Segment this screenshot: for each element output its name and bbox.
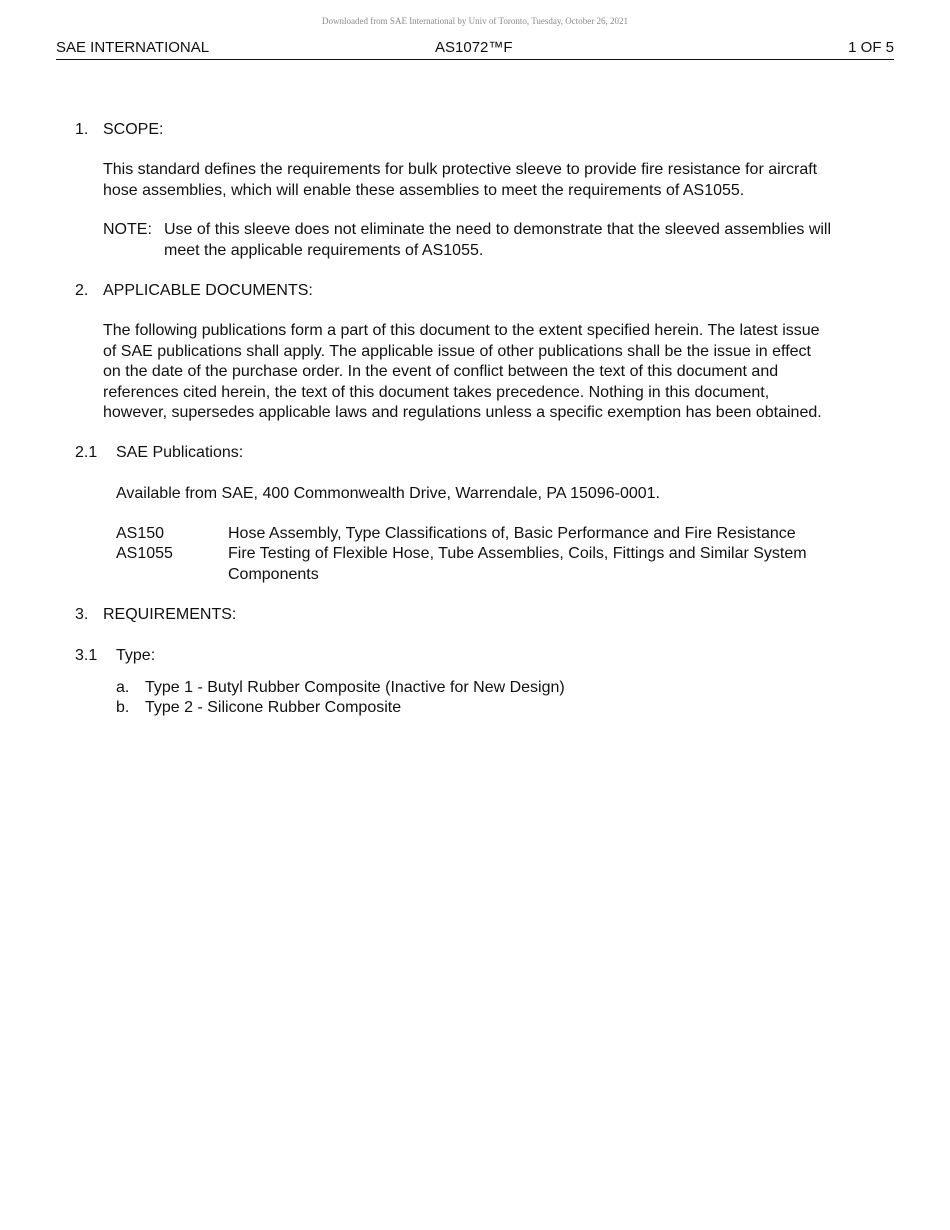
section-title: APPLICABLE DOCUMENTS: [103, 282, 313, 299]
page-header [56, 38, 894, 60]
section-number: 3.1 [75, 647, 98, 664]
note-label: NOTE: [103, 221, 152, 238]
header-document-id: AS1072™F [435, 39, 513, 56]
list-item-letter: a. [116, 679, 130, 696]
section-number: 1. [75, 121, 89, 138]
list-item-text: Type 2 - Silicone Rubber Composite [145, 699, 402, 716]
sae-availability-text: Available from SAE, 400 Commonwealth Drive, Warrendale, PA 15096-0001. [116, 485, 660, 502]
reference-title-line: Components [228, 565, 319, 583]
list-item-text: Type 1 - Butyl Rubber Composite (Inactive for New Design) [145, 679, 565, 696]
paragraph-line: on the date of the purchase order. In the event of conflict between the text of this document and [103, 363, 779, 380]
section-title: SCOPE: [103, 121, 164, 138]
reference-title-line: Fire Testing of Flexible Hose, Tube Assemblies, Coils, Fittings and Similar System [228, 545, 807, 562]
download-notice: Downloaded from SAE International by Univ of Toronto, Tuesday, October 26, 2021 [321, 16, 629, 26]
reference-id: AS150 [116, 525, 165, 542]
paragraph-line: of SAE publications shall apply. The applicable issue of other publications shall be the issue in effect [103, 342, 811, 360]
paragraph-line: hose assemblies, which will enable these assemblies to meet the requirements of AS1055. [103, 181, 745, 199]
scope-paragraph [103, 160, 893, 201]
header-page-number: 1 OF 5 [848, 39, 894, 56]
paragraph-line: references cited herein, the text of this document takes precedence. Nothing in this document, [103, 383, 770, 401]
applicable-documents-paragraph [103, 321, 893, 424]
note-line: meet the applicable requirements of AS1055. [164, 241, 484, 259]
reference-title [228, 544, 807, 585]
list-item-letter: b. [116, 699, 130, 716]
section-title: REQUIREMENTS: [103, 606, 237, 623]
reference-title: Hose Assembly, Type Classifications of, Basic Performance and Fire Resistance [228, 525, 796, 542]
section-number: 2.1 [75, 444, 98, 461]
paragraph-line: however, supersedes applicable laws and regulations unless a specific exemption has been obtained. [103, 404, 822, 421]
section-number: 2. [75, 282, 89, 299]
note-line: Use of this sleeve does not eliminate the need to demonstrate that the sleeved assemblies will [164, 221, 832, 238]
section-title: Type: [116, 647, 156, 664]
reference-id: AS1055 [116, 545, 173, 562]
note-text [164, 220, 884, 261]
section-title: SAE Publications: [116, 444, 244, 461]
paragraph-line: The following publications form a part of this document to the extent specified herein. The latest issue [103, 322, 820, 339]
paragraph-line: This standard defines the requirements for bulk protective sleeve to provide fire resistance for aircraft [103, 161, 818, 178]
header-organization: SAE INTERNATIONAL [56, 39, 210, 56]
section-number: 3. [75, 606, 89, 623]
